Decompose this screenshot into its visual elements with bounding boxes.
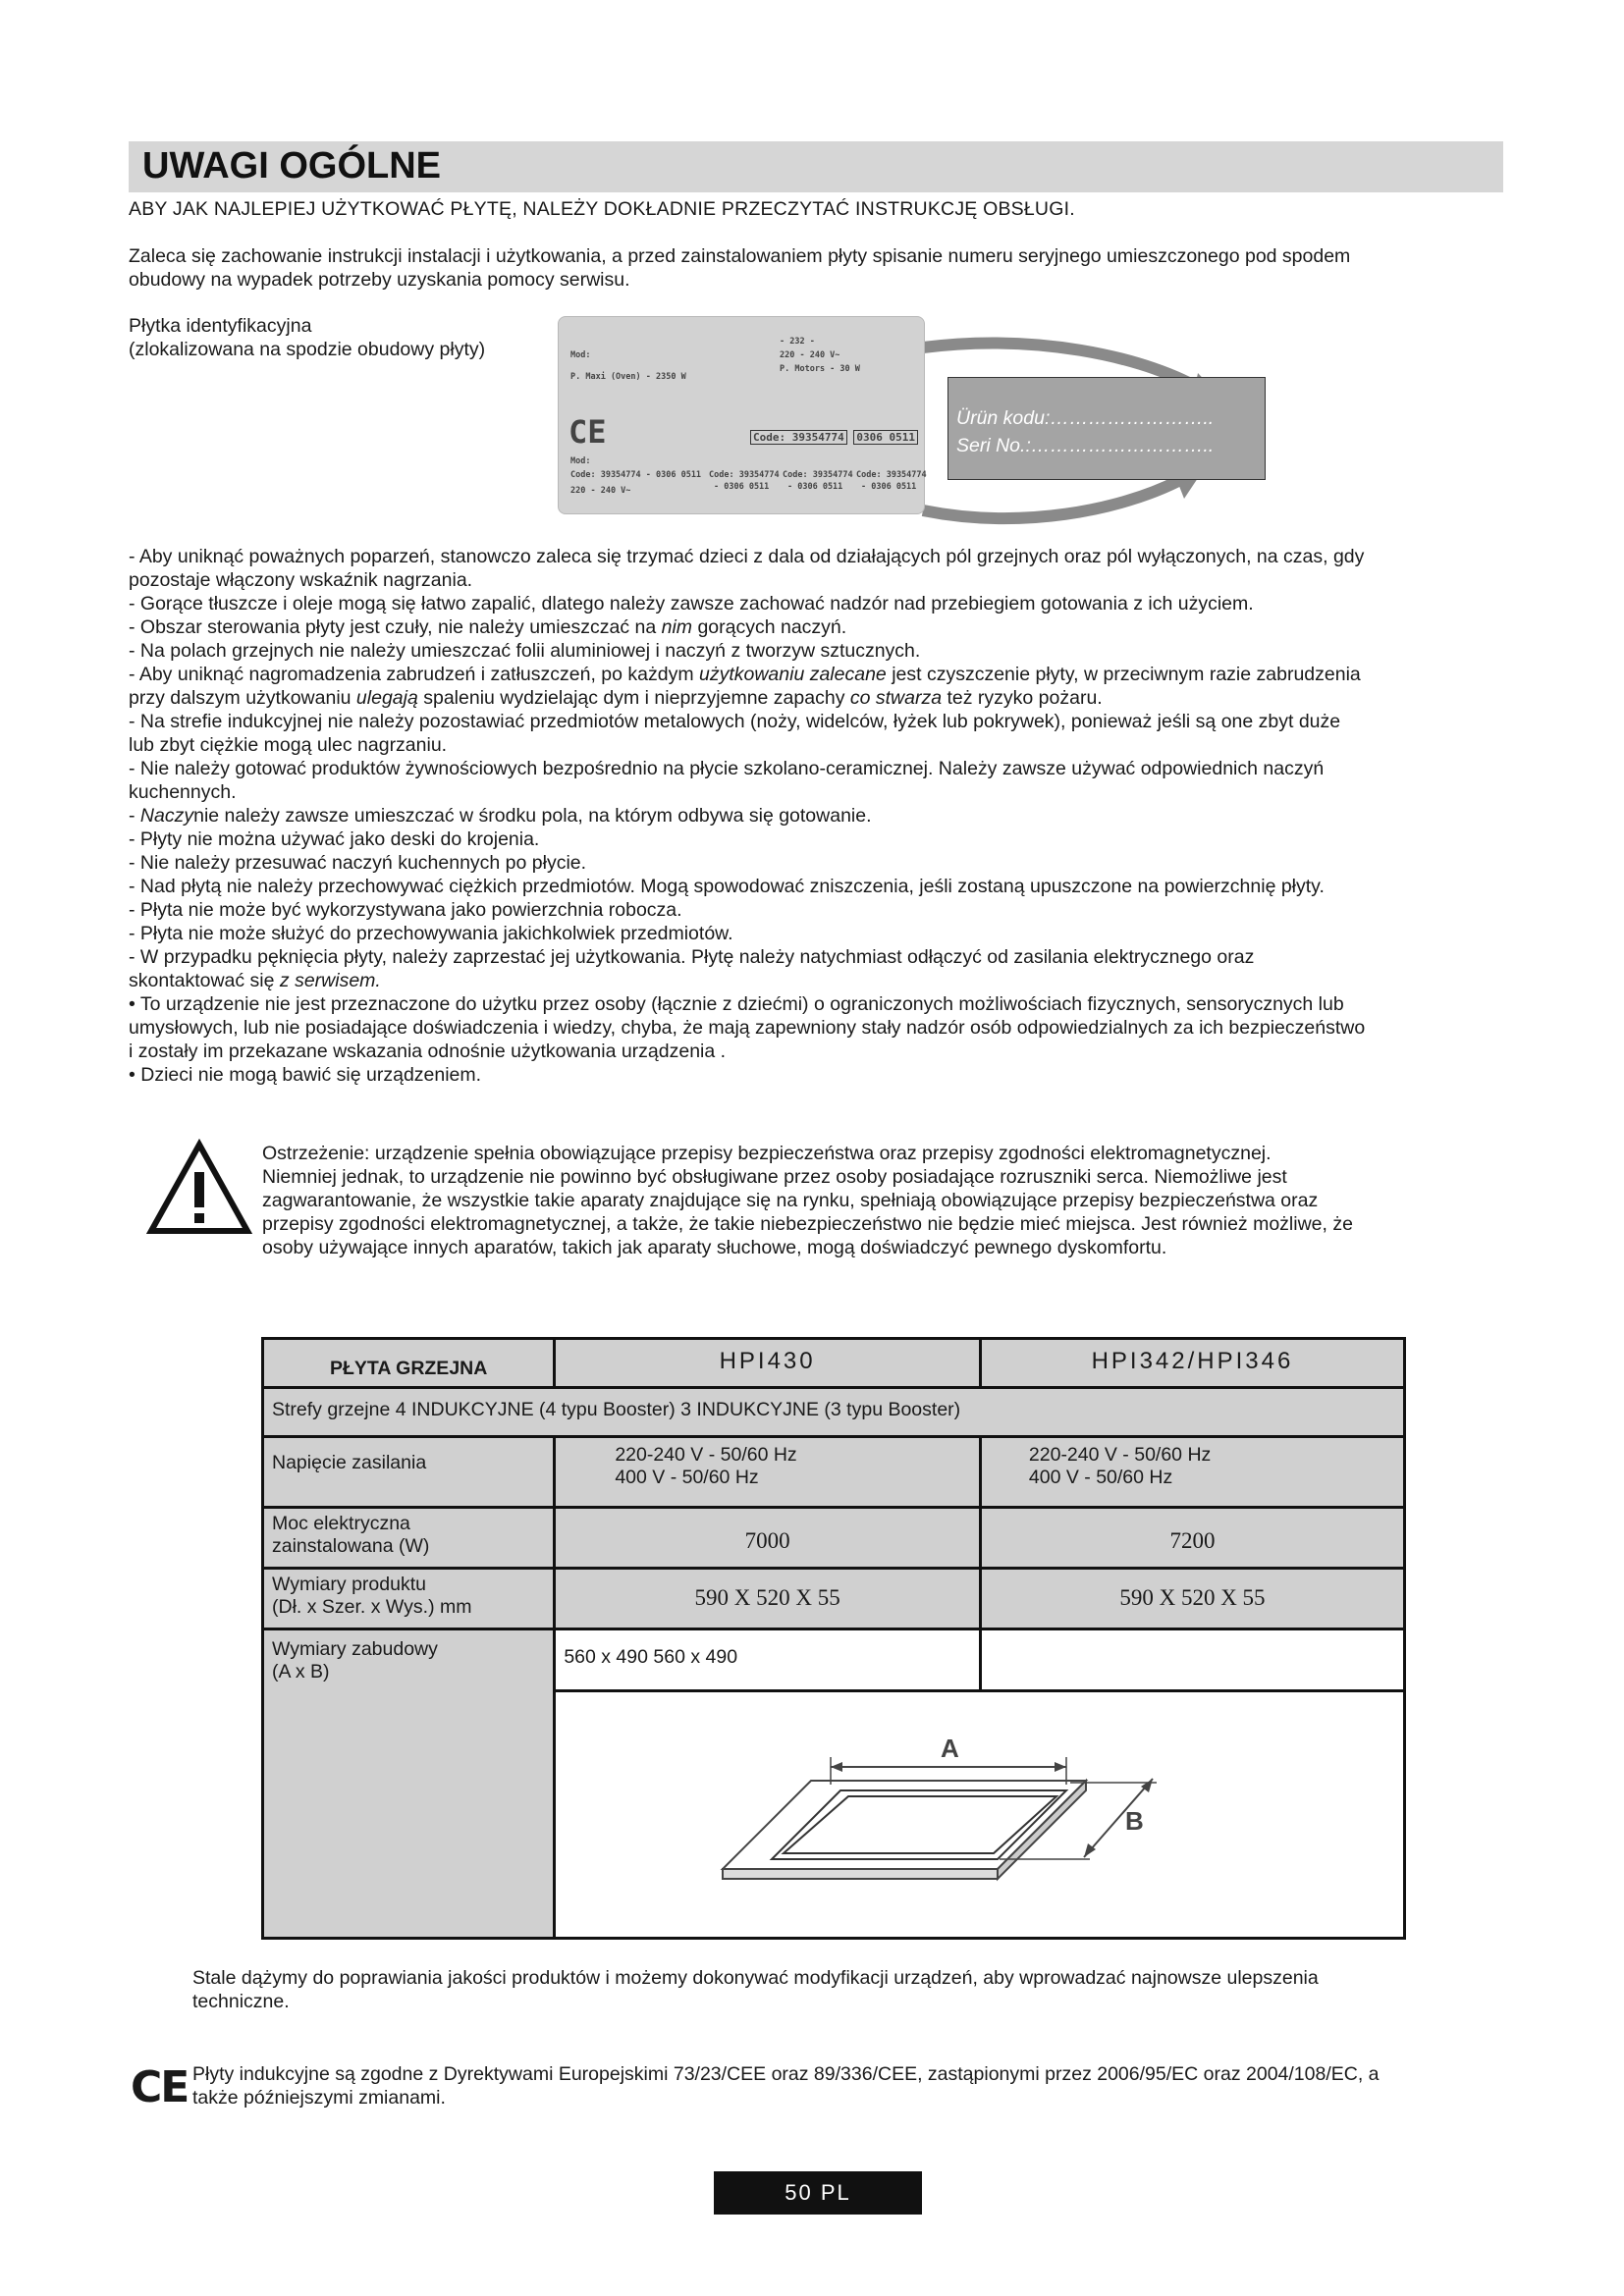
dimension-value: 590 X 520 X 55 xyxy=(694,1585,840,1610)
table-row xyxy=(263,1339,1405,1388)
text-run: - Obszar sterowania płyty jest czuły, nie należy umieszczać na xyxy=(129,616,662,638)
section-title-bar xyxy=(129,141,1503,192)
heating-zones-text: Strefy grzejne 4 INDUKCYJNE (4 typu Booster) 3 INDUKCYJNE (3 typu Booster) xyxy=(272,1399,961,1420)
row-label: Napięcie zasilania xyxy=(272,1452,427,1473)
plate-bottom-voltage: 220 - 240 V~ xyxy=(570,486,631,496)
plate-mod: Mod: xyxy=(570,350,591,360)
plate-max-power: P. Maxi (Oven) - 2350 W xyxy=(570,372,686,382)
text-run: - xyxy=(129,805,140,827)
row-label xyxy=(264,1509,553,1562)
plate-label-code: Code: 39354774 xyxy=(783,470,853,480)
text-run: - Aby uniknąć nagromadzenia zabrudzeń i zatłuszczeń, po każdym xyxy=(129,664,699,685)
power-value: 7000 xyxy=(744,1528,790,1553)
power-value: 7200 xyxy=(1169,1528,1216,1553)
safety-list xyxy=(129,545,1508,1087)
voltage-line: 220-240 V - 50/60 Hz xyxy=(1028,1444,1212,1466)
list-item: - Nie należy przesuwać naczyń kuchennych po płycie. xyxy=(129,852,587,874)
plate-code: Code: 39354774 xyxy=(750,430,847,445)
list-item: - Nie należy gotować produktów żywnościowych bezpośrednio na płycie szkolano-ceramicznej. Należy zawsze używać odpowiednich naczyń xyxy=(129,758,1325,779)
list-item: - Płyta nie może służyć do przechowywania jakichkolwiek przedmiotów. xyxy=(129,923,733,944)
intro-line: obudowy na wypadek potrzeby uzyskania pomocy serwisu. xyxy=(129,269,630,291)
product-code-field: Ürün kodu:…………………….. xyxy=(956,407,1215,429)
dimension-a-arrow xyxy=(1055,1762,1066,1772)
plate-label-code: Code: 39354774 xyxy=(856,470,927,480)
text-run-italic: Naczy xyxy=(139,805,194,827)
warning-line: osoby używające innych aparatów, takich jak aparaty słuchowe, mogą doświadczyć pewnego dyskomfortu. xyxy=(262,1237,1167,1258)
rating-plate xyxy=(558,316,925,514)
list-item: - Aby uniknąć poważnych poparzeń, stanowczo zaleca się trzymać dzieci z dala od działających pól grzejnych oraz pól wyłączonych, na czas, gdy xyxy=(129,546,1365,567)
label-line: Wymiary produktu xyxy=(272,1574,426,1595)
intro-paragraph xyxy=(129,244,1503,292)
text-run-italic: z serwisem. xyxy=(279,970,381,991)
table-row xyxy=(263,1437,1405,1508)
table-cell xyxy=(555,1437,981,1508)
label-line: (Dł. x Szer. x Wys.) mm xyxy=(272,1596,472,1618)
ce-compliance-text xyxy=(192,2062,1513,2109)
list-item: kuchennych. xyxy=(129,781,237,803)
cutout-diagram-cell xyxy=(556,1692,1403,1936)
plate-voltage: 220 - 240 V~ xyxy=(780,350,840,360)
voltage-line: 220-240 V - 50/60 Hz xyxy=(615,1444,797,1466)
table-cell xyxy=(263,1339,555,1388)
plate-motors: P. Motors - 30 W xyxy=(780,364,860,374)
text-run: skontaktować się xyxy=(129,970,280,991)
ce-mark-small: CE xyxy=(568,413,607,451)
row-label xyxy=(264,1630,553,1687)
voltage-value xyxy=(556,1438,979,1493)
ce-line: także późniejszymi zmianami. xyxy=(192,2087,446,2109)
label-line: zainstalowana (W) xyxy=(272,1535,430,1557)
ce-line: Płyty indukcyjne są zgodne z Dyrektywami Europejskimi 73/23/CEE oraz 89/336/CEE, zastąpionymi przez 2006/95/EC oraz 2004/108/EC, a xyxy=(192,2063,1380,2085)
plate-label-date: - 0306 0511 xyxy=(787,482,843,492)
spec-table xyxy=(261,1337,1406,1940)
text-run-italic: ulegają xyxy=(355,687,418,709)
list-item: • Dzieci nie mogą bawić się urządzeniem. xyxy=(129,1064,482,1086)
list-item: - Gorące tłuszcze i oleje mogą się łatwo zapalić, dlatego należy zawsze zachować nadzór nad przebiegiem gotowania z ich użyciem. xyxy=(129,593,1254,614)
table-cell xyxy=(263,1388,1405,1437)
text-run-italic: użytkowaniu zalecane xyxy=(698,664,887,685)
list-item xyxy=(129,663,1508,686)
page-title: UWAGI OGÓLNE xyxy=(142,145,441,187)
label-line: Wymiary zabudowy xyxy=(272,1638,438,1660)
label-line: Moc elektryczna xyxy=(272,1513,410,1534)
list-item xyxy=(129,615,1508,639)
plate-code-date: 0306 0511 xyxy=(853,430,918,445)
text-run: nie należy zawsze umieszczać w środku pola, na którym odbywa się gotowanie. xyxy=(193,805,872,827)
serial-number-box xyxy=(947,377,1266,480)
table-cell xyxy=(555,1508,981,1569)
table-cell xyxy=(555,1629,981,1691)
table-row xyxy=(263,1508,1405,1569)
list-item xyxy=(129,969,1508,992)
table-header-model: HPI342/HPI346 xyxy=(1091,1348,1294,1374)
list-item: • To urządzenie nie jest przeznaczone do użytku przez osoby (łącznie z dziećmi) o ograniczonych możliwościach fizycznych, sensorycznych lub xyxy=(129,993,1344,1015)
plate-bottom-mod: Mod: xyxy=(570,456,591,466)
warning-triangle-icon xyxy=(145,1139,253,1237)
list-item xyxy=(129,686,1508,710)
list-item xyxy=(129,804,1508,828)
table-cell xyxy=(263,1629,555,1939)
row-label xyxy=(264,1570,553,1623)
dimension-b-label: B xyxy=(1125,1806,1145,1836)
text-run-italic: co stwarza xyxy=(849,687,943,709)
table-cell xyxy=(980,1629,1404,1691)
table-cell xyxy=(980,1569,1404,1629)
plate-code-row xyxy=(750,431,918,444)
table-cell xyxy=(555,1339,981,1388)
text-run: też ryzyko pożaru. xyxy=(942,687,1103,709)
table-cell xyxy=(263,1437,555,1508)
table-row xyxy=(263,1388,1405,1437)
page-number: 50 PL xyxy=(714,2171,922,2215)
intro-line: Zaleca się zachowanie instrukcji instalacji i użytkowania, a przed zainstalowaniem płyty spisanie numeru seryjnego umieszczonego pod spodem xyxy=(129,245,1351,267)
table-row xyxy=(263,1629,1405,1691)
list-item: - Płyty nie można używać jako deski do krojenia. xyxy=(129,828,540,850)
text-run-italic: nim xyxy=(661,616,693,638)
plate-bottom-code: Code: 39354774 - 0306 0511 xyxy=(570,470,702,480)
note-line: techniczne. xyxy=(192,1991,290,2012)
list-item: - Nad płytą nie należy przechowywać ciężkich przedmiotów. Mogą spowodować zniszczenia, jeśli zostaną upuszczone na powierzchnię płyty. xyxy=(129,876,1325,897)
list-item: - Na polach grzejnych nie należy umieszczać folii aluminiowej i naczyń z tworzyw sztucznych. xyxy=(129,640,921,662)
warning-line: Niemniej jednak, to urządzenie nie powinno być obsługiwane przez osoby posiadające rozruszniki serca. Niemożliwe jest xyxy=(262,1166,1287,1188)
ce-mark-icon: CE xyxy=(131,2062,189,2112)
subtitle: ABY JAK NAJLEPIEJ UŻYTKOWAĆ PŁYTĘ, NALEŻY DOKŁADNIE PRZECZYTAĆ INSTRUKCJĘ OBSŁUGI. xyxy=(129,198,1075,220)
warning-line: Ostrzeżenie: urządzenie spełnia obowiązujące przepisy bezpieczeństwa oraz przepisy zgodności elektromagnetycznej. xyxy=(262,1143,1272,1164)
list-item: - W przypadku pęknięcia płyty, należy zaprzestać jej użytkowania. Płytę należy natychmiast odłączyć od zasilania elektrycznego oraz xyxy=(129,946,1255,968)
table-cell xyxy=(980,1437,1404,1508)
list-item: - Płyta nie może być wykorzystywana jako powierzchnia robocza. xyxy=(129,899,682,921)
list-item: - Na strefie indukcyjnej nie należy pozostawiać przedmiotów metalowych (noży, widelców, łyżek lub pokrywek), ponieważ jeśli są one zbyt duże xyxy=(129,711,1341,732)
note-line: Stale dążymy do poprawiania jakości produktów i możemy dokonywać modyfikacji urządzeń, aby wprowadzać najnowsze ulepszenia xyxy=(192,1967,1319,1989)
text-run: spaleniu wydzielając dym i nieprzyjemne zapachy xyxy=(417,687,850,709)
hob-edge-front xyxy=(723,1869,998,1879)
dimension-value: 590 X 520 X 55 xyxy=(1119,1585,1266,1610)
table-header-label: PŁYTA GRZEJNA xyxy=(329,1358,488,1379)
text-run: jest czyszczenie płyty, w przeciwnym razie zabrudzenia xyxy=(886,664,1361,685)
plate-rating: - 232 - xyxy=(780,337,815,347)
voltage-value xyxy=(982,1438,1403,1493)
cutout-diagram xyxy=(713,1722,1204,1918)
table-cell xyxy=(555,1691,1405,1939)
list-item: i zostały im przekazane wskazania odnośnie użytkowania urządzenia . xyxy=(129,1041,727,1062)
table-cell xyxy=(263,1569,555,1629)
warning-line: zagwarantowanie, że wszystkie takie aparaty znajdujące się na rynku, spełniają obowiązujące przepisy bezpieczeństwa oraz xyxy=(262,1190,1319,1211)
plate-label-line: (zlokalizowana na spodzie obudowy płyty) xyxy=(129,339,486,360)
label-line: (A x B) xyxy=(272,1661,330,1682)
table-row xyxy=(263,1569,1405,1629)
voltage-line: 400 V - 50/60 Hz xyxy=(615,1467,759,1488)
table-header-model: HPI430 xyxy=(719,1348,816,1374)
plate-label-code: Code: 39354774 xyxy=(709,470,780,480)
text-run: przy dalszym użytkowaniu xyxy=(129,687,356,709)
list-item: umysłowych, lub nie posiadające doświadczenia i wiedzy, chyba, że mają zapewniony stały nadzór osób odpowiedzialnych za ich bezpieczeństwo xyxy=(129,1017,1366,1039)
table-cell xyxy=(263,1508,555,1569)
build-in-value: 560 x 490 560 x 490 xyxy=(564,1646,738,1668)
plate-label-date: - 0306 0511 xyxy=(861,482,917,492)
plate-label xyxy=(129,314,541,361)
arrow-bottom xyxy=(923,481,1178,518)
table-cell xyxy=(980,1508,1404,1569)
table-cell xyxy=(980,1339,1404,1388)
dimension-a-arrow xyxy=(831,1762,842,1772)
list-item: pozostaje włączony wskaźnik nagrzania. xyxy=(129,569,473,591)
plate-label-date: - 0306 0511 xyxy=(714,482,770,492)
voltage-line: 400 V - 50/60 Hz xyxy=(1028,1467,1173,1488)
warning-paragraph xyxy=(262,1142,1491,1259)
table-cell xyxy=(555,1569,981,1629)
improvement-note xyxy=(192,1966,1513,2013)
list-item: lub zbyt ciężkie mogą ulec nagrzaniu. xyxy=(129,734,448,756)
dimension-a-label: A xyxy=(941,1734,960,1763)
plate-label-line: Płytka identyfikacyjna xyxy=(129,315,312,337)
warning-line: przepisy zgodności elektromagnetycznej, a także, że takie niebezpieczeństwo nie będzie mieć miejsca. Jest również możliwe, że xyxy=(262,1213,1353,1235)
serial-number-field: Seri No.:……………………….. xyxy=(956,435,1215,456)
text-run: gorących naczyń. xyxy=(692,616,847,638)
